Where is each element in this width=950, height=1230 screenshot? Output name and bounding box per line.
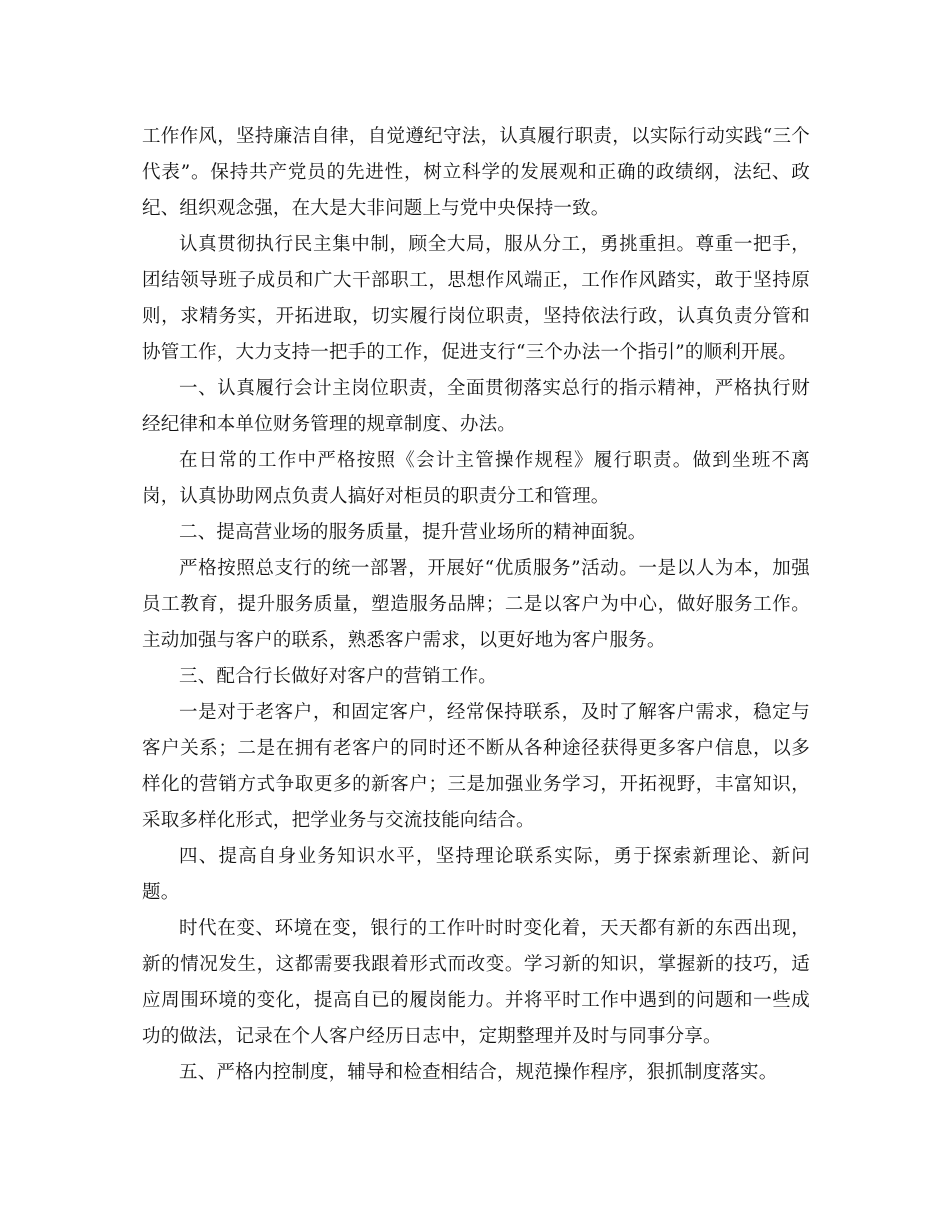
heading-accounting-duties: 一、认真履行会计主岗位职责，全面贯彻落实总行的指示精神，严格执行财经纪律和本单位财务管理的规章制度、办法。 bbox=[142, 378, 810, 435]
heading-professional-knowledge: 四、提高自身业务知识水平，坚持理论联系实际，勇于探索新理论、新问题。 bbox=[142, 846, 810, 903]
heading-service-quality: 二、提高营业场的服务质量，提升营业场所的精神面貌。 bbox=[179, 522, 647, 543]
heading-customer-marketing: 三、配合行长做好对客户的营销工作。 bbox=[179, 666, 497, 687]
heading-internal-control: 五、严格内控制度，辅导和检查相结合，规范操作程序，狠抓制度落实。 bbox=[179, 1062, 778, 1083]
paragraph-customer-relations: 一是对于老客户，和固定客户，经常保持联系，及时了解客户需求，稳定与客户关系；二是在拥有老客户的同时还不断从各种途径获得更多客户信息，以多样化的营销方式争取更多的新客户；三是加强业务学习，开拓视野，丰富知识，采取多样化形式，把学业务与交流技能向结合。 bbox=[142, 702, 810, 831]
paragraph-changing-times: 时代在变、环境在变，银行的工作叶时时变化着，天天都有新的东西出现，新的情况发生，这都需要我跟着形式而改变。学习新的知识，掌握新的技巧，适应周围环境的变化，提高自已的履岗能力。并将平时工作中遇到的问题和一些成功的做法，记录在个人客户经历日志中，定期整理并及时与同事分享。 bbox=[142, 918, 810, 1047]
paragraph-daily-work: 在日常的工作中严格按照《会计主管操作规程》履行职责。做到坐班不离岗，认真协助网点负责人搞好对柜员的职责分工和管理。 bbox=[142, 450, 810, 507]
paragraph-work-style: 工作作风，坚持廉洁自律，自觉遵纪守法，认真履行职责，以实际行动实践“三个代表”。保持共产党员的先进性，树立科学的发展观和正确的政绩纲，法纪、政纪、组织观念强，在大是大非问题上与党中央保持一致。 bbox=[142, 126, 810, 219]
paragraph-democratic-centralism: 认真贯彻执行民主集中制，顾全大局，服从分工，勇挑重担。尊重一把手，团结领导班子成员和广大干部职工，思想作风端正，工作作风踏实，敢于坚持原则，求精务实，开拓进取，切实履行岗位职责，坚持依法行政，认真负责分管和协管工作，大力支持一把手的工作，促进支行“三个办法一个指引”的顺利开展。 bbox=[142, 234, 810, 363]
paragraph-quality-service: 严格按照总支行的统一部署，开展好“优质服务”活动。一是以人为本，加强员工教育，提升服务质量，塑造服务品牌；二是以客户为中心，做好服务工作。主动加强与客户的联系，熟悉客户需求，以更好地为客户服务。 bbox=[142, 558, 810, 651]
document-body bbox=[142, 119, 810, 1091]
